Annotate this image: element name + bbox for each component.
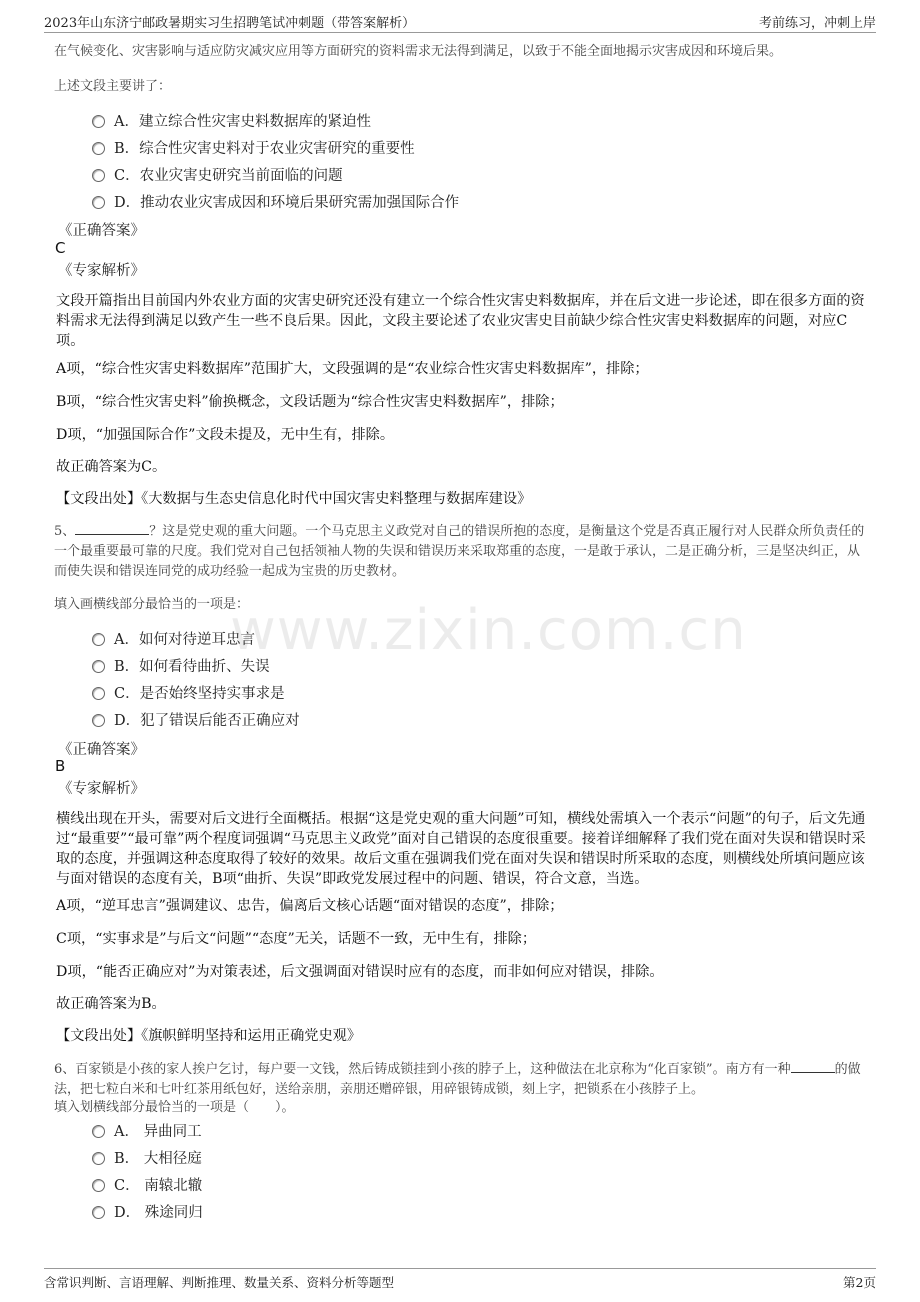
option-key: D: [114, 195, 126, 211]
watermark: www.zixin.com.cn: [230, 598, 747, 663]
q5-blank: [75, 522, 149, 535]
q4-passage-tail: 在气候变化、灾害影响与适应防灾减灾应用等方面研究的资料需求无法得到满足，以致于不能全面地揭示灾害成因和环境后果。: [54, 44, 783, 59]
q4-explain-b: B项，“综合性灾害史料”偷换概念，文段话题为“综合性灾害史料数据库”，排除；: [56, 394, 564, 410]
option-key: B: [114, 1151, 125, 1167]
q5-number: 5、: [54, 524, 76, 539]
q5-analysis: 横线出现在开头，需要对后文进行全面概括。根据“这是党史观的重大问题”可知，横线处需填入一个表示“问题”的句子，后文先通过“最重要”“最可靠”两个程度词强调“马克思主义政党”面对自己错误的态度很重要。接着详细解释了我们党在面对失误和错误时采取的态度，并强调这种态度取得了较好的效果。故后文重在强调我们党在面对失误和错误时所采取的态度，则横线处所填问题应该与面对错误的态度有关，B项“曲折、失误”即政党发展过程中的问题、错误，符合文意，当选。: [56, 811, 866, 887]
q5-passage-text: ？这是党史观的重大问题。一个马克思主义政党对自己的错误所抱的态度，是衡量这个党是否真正履行对人民群众所负责任的一个最重要最可靠的尺度。我们党对自己包括领袖人物的失误和错误历来采取郑重的态度，一是敢于承认，二是正确分析，三是坚决纠正，从而使失误和错误连同党的成功经验一起成为宝贵的历史教材。: [54, 524, 865, 579]
radio-icon[interactable]: [92, 633, 105, 646]
option-key: B: [114, 659, 125, 675]
option-text: 农业灾害史研究当前面临的问题: [139, 168, 343, 184]
document-title: 2023年山东济宁邮政暑期实习生招聘笔试冲刺题（带答案解析）: [44, 16, 416, 31]
q6-passage-b: 的做法，把七粒白米和七叶红茶用纸包好，送给亲朋，亲朋还赠碎银，用碎银铸成锁，刻上字，把锁系在小孩脖子上。: [54, 1062, 861, 1097]
page-header: [44, 10, 876, 33]
radio-icon[interactable]: [92, 196, 105, 209]
option-key: A: [114, 1124, 125, 1140]
option-text: 如何看待曲折、失误: [139, 659, 270, 675]
q4-answer-label: 《正确答案》: [58, 223, 145, 239]
option-key: A: [114, 632, 125, 648]
option-key: D: [114, 713, 126, 729]
q4-explain-a: A项，“综合性灾害史料数据库”范围扩大，文段强调的是“农业综合性灾害史料数据库”，排除；: [56, 361, 649, 377]
option-text: 犯了错误后能否正确应对: [140, 713, 300, 729]
footer-note: 含常识判断、言语理解、判断推理、数量关系、资料分析等题型: [44, 1275, 395, 1290]
option-key: A: [114, 114, 125, 130]
q5-answer: B: [55, 757, 66, 775]
q4-prompt: 上述文段主要讲了：: [54, 79, 172, 94]
radio-icon[interactable]: [92, 714, 105, 727]
radio-icon[interactable]: [92, 1206, 105, 1219]
q5-explain-c: C项，“实事求是”与后文“问题”“态度”无关，话题不一致，无中生有，排除；: [56, 931, 537, 947]
radio-icon[interactable]: [92, 142, 105, 155]
option-text: 大相径庭: [143, 1151, 202, 1167]
option-key: D: [114, 1205, 126, 1221]
radio-icon[interactable]: [92, 1152, 105, 1165]
radio-icon[interactable]: [92, 687, 105, 700]
option-text: 推动农业灾害成因和环境后果研究需加强国际合作: [140, 195, 460, 211]
option-key: C: [114, 686, 126, 702]
option-text: 殊途同归: [144, 1205, 203, 1221]
q4-answer: C: [55, 239, 66, 257]
q5-explain-d: D项，“能否正确应对”为对策表述，后文强调面对错误时应有的态度，而非如何应对错误，排除。: [56, 964, 664, 980]
radio-icon[interactable]: [92, 115, 105, 128]
option-text: 异曲同工: [143, 1124, 202, 1140]
q5-conclusion: 故正确答案为B。: [56, 996, 166, 1012]
q4-source: 【文段出处】《大数据与生态史信息化时代中国灾害史料整理与数据库建设》: [56, 491, 532, 507]
q5-passage: [54, 522, 866, 582]
q4-analysis: 文段开篇指出目前国内外农业方面的灾害史研究还没有建立一个综合性灾害史料数据库，并在后文进一步论述，即在很多方面的资料需求无法得到满足以致产生一些不良后果。因此，文段主要论述了农业灾害史目前缺少综合性灾害史料数据库的问题，对应C项。: [56, 293, 865, 349]
option-text: 如何对待逆耳忠言: [138, 632, 255, 648]
radio-icon[interactable]: [92, 1125, 105, 1138]
q6-blank: [791, 1060, 835, 1073]
q5-analysis-label: 《专家解析》: [58, 781, 145, 797]
q5-answer-label: 《正确答案》: [58, 742, 145, 758]
q4-explain-d: D项，“加强国际合作”文段未提及，无中生有，排除。: [56, 427, 395, 443]
option-key: C: [114, 1178, 126, 1194]
option-text: 综合性灾害史料对于农业灾害研究的重要性: [139, 141, 415, 157]
option-key: B: [114, 141, 125, 157]
q6-passage: [54, 1060, 866, 1100]
option-text: 南辕北辙: [144, 1178, 203, 1194]
q5-explain-a: A项，“逆耳忠言”强调建议、忠告，偏离后文核心话题“面对错误的态度”，排除；: [56, 898, 564, 914]
q6-number: 6、: [54, 1062, 76, 1077]
q4-conclusion: 故正确答案为C。: [56, 459, 167, 475]
q5-prompt: 填入画横线部分最恰当的一项是：: [54, 597, 250, 612]
radio-icon[interactable]: [92, 660, 105, 673]
option-text: 是否始终坚持实事求是: [139, 686, 285, 702]
q6-passage-a: 百家锁是小孩的家人挨户乞讨，每户要一文钱，然后铸成锁挂到小孩的脖子上，这种做法在北京称为“化百家锁”。南方有一种: [75, 1062, 791, 1077]
option-text: 建立综合性灾害史料数据库的紧迫性: [138, 114, 371, 130]
radio-icon[interactable]: [92, 169, 105, 182]
page-footer: [44, 1268, 876, 1291]
option-key: C: [114, 168, 126, 184]
header-slogan: 考前练习，冲刺上岸: [758, 16, 876, 31]
q6-prompt: 填入划横线部分最恰当的一项是（ ）。: [54, 1100, 295, 1115]
radio-icon[interactable]: [92, 1179, 105, 1192]
page-number: 第2页: [843, 1275, 876, 1290]
q5-source: 【文段出处】《旗帜鲜明坚持和运用正确党史观》: [56, 1028, 362, 1044]
q4-analysis-label: 《专家解析》: [58, 263, 145, 279]
